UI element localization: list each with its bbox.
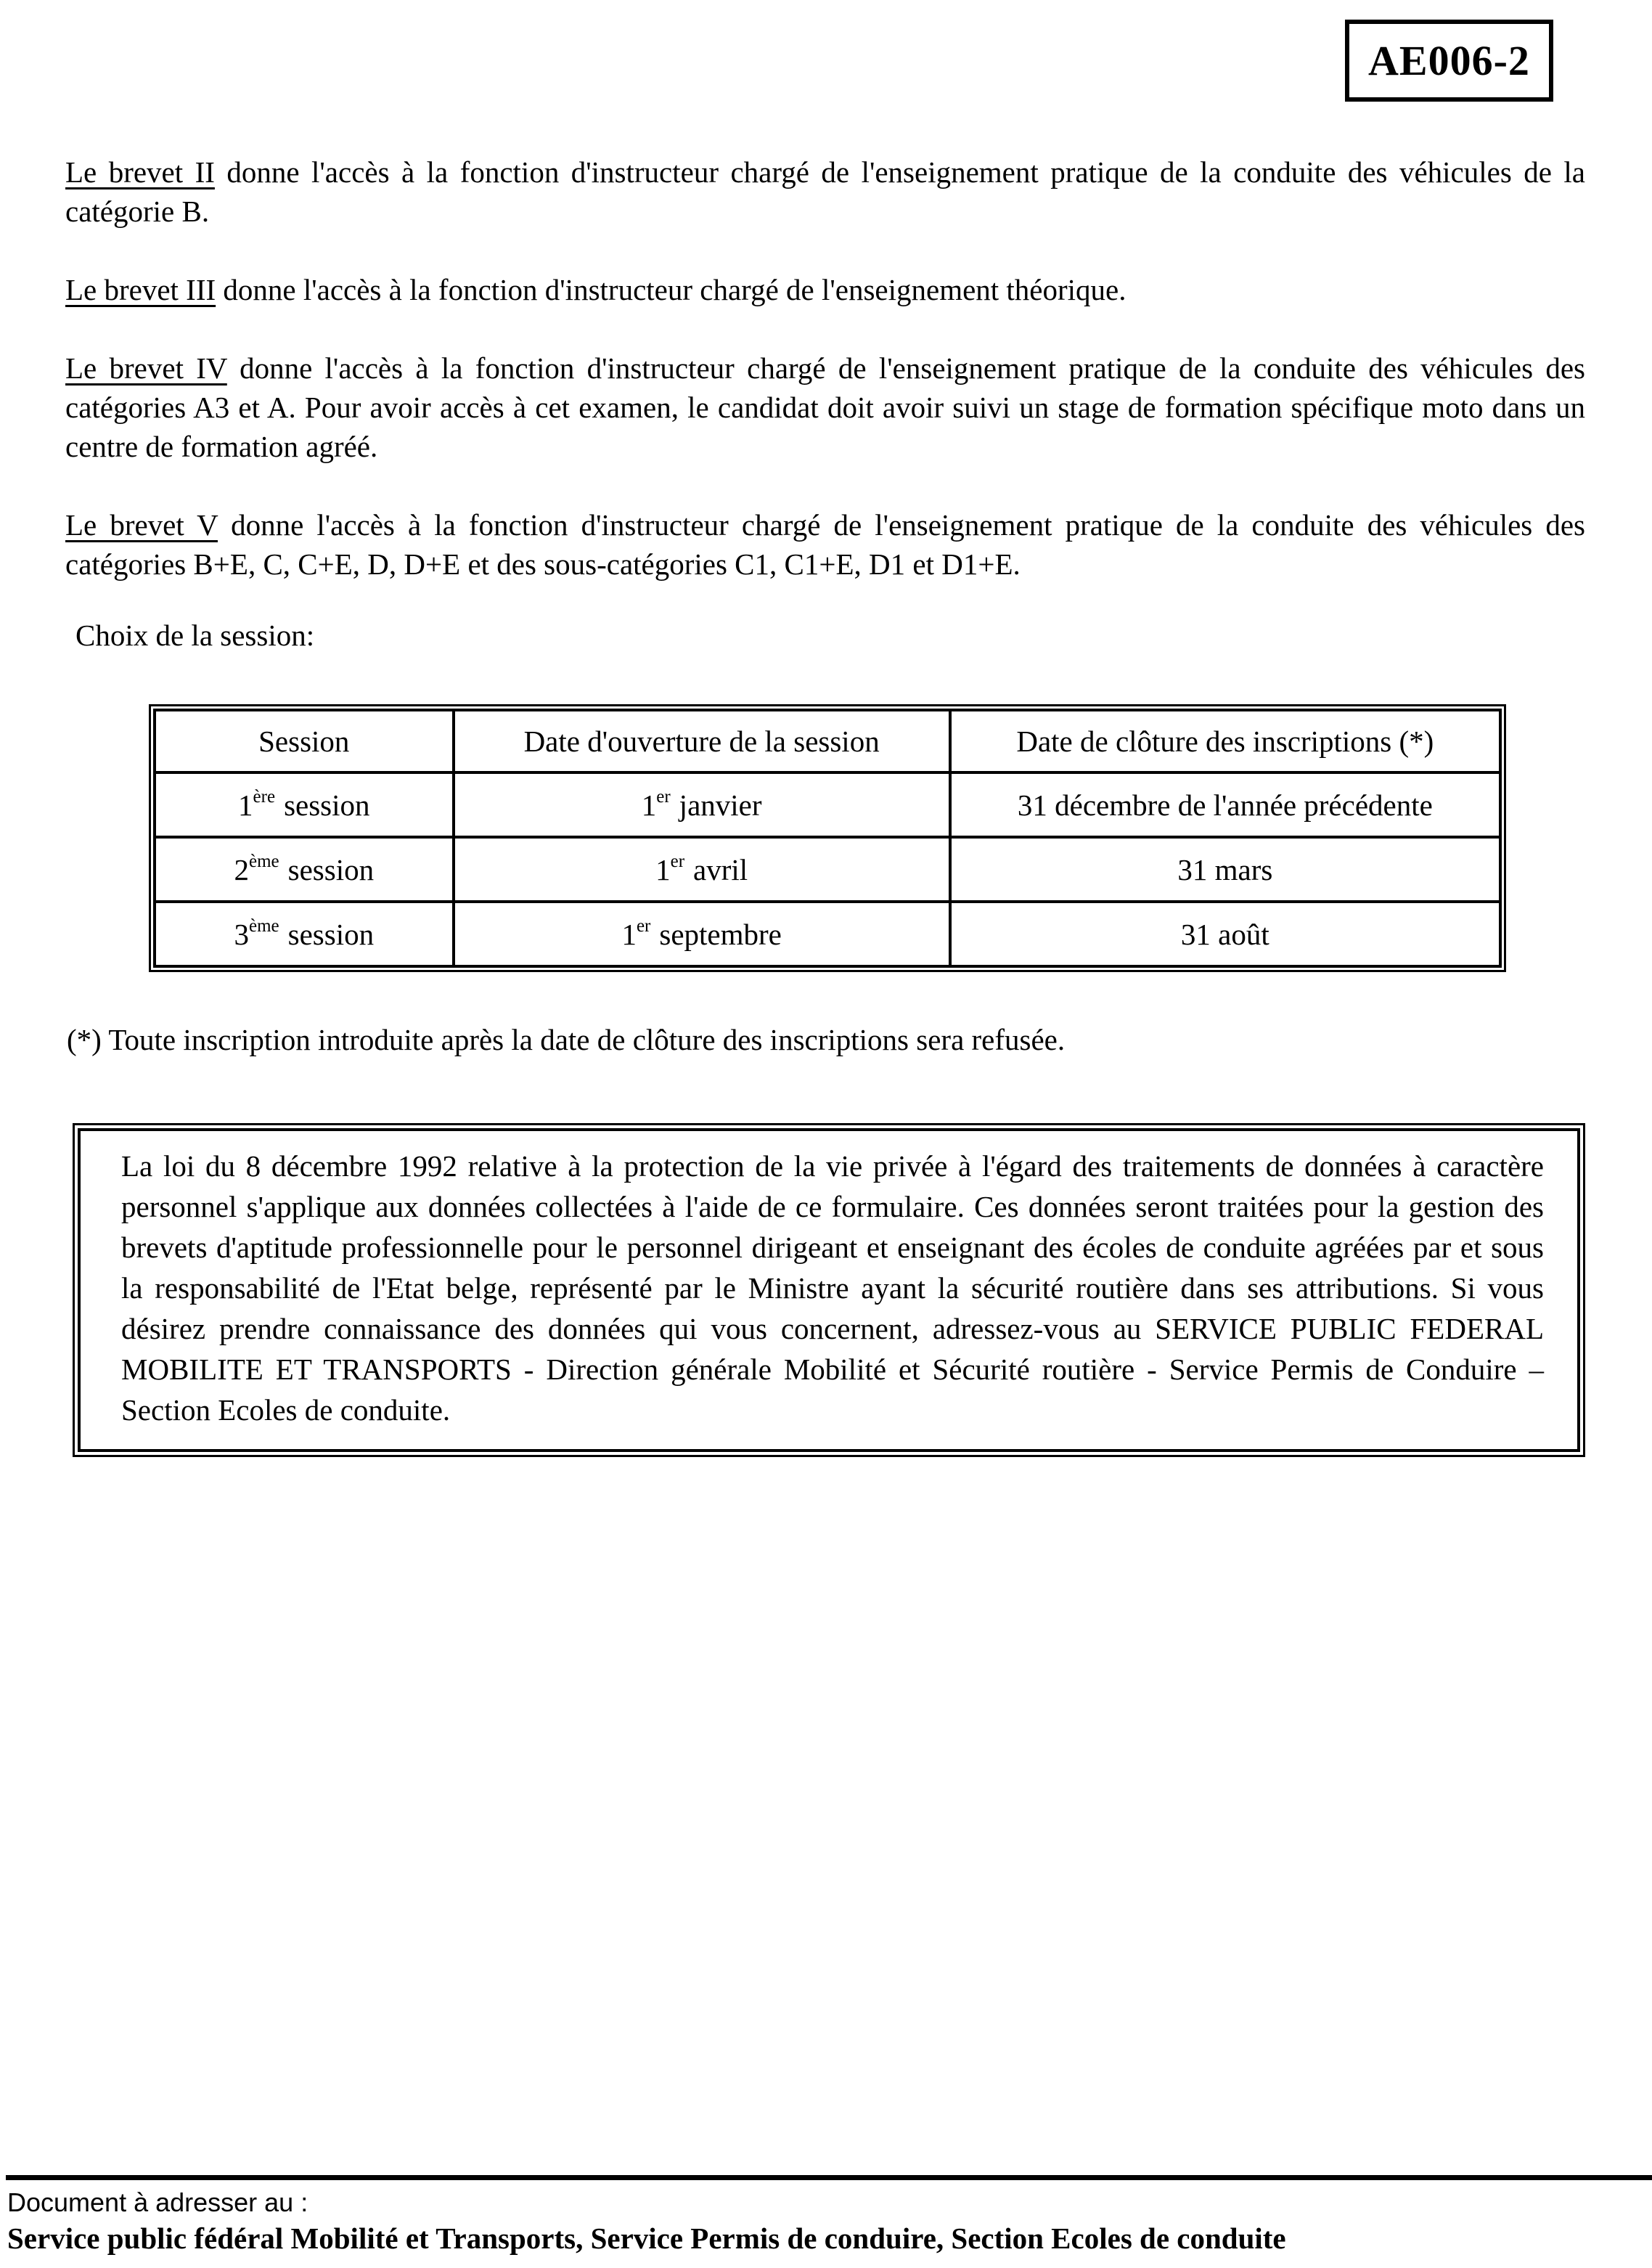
privacy-notice: La loi du 8 décembre 1992 relative à la protection de la vie privée à l'égard des traitements de données à caractère personnel s'applique aux données collectées à l'aide de ce formulaire. Ces données seront traitées pour la gestion des brevets d'aptitude professionnelle pour le personnel dirigeant et enseignant des écoles de conduite agréées par et sous la responsabilité de l'Etat belge, représenté par le Ministre ayant la sécurité routière dans ses attributions. Si vous désirez prendre connaissance des données qui vous concernent, adressez-vous au SERVICE PUBLIC FEDERAL MOBILITE ET TRANSPORTS - Direction générale Mobilité et Sécurité routière - Service Permis de Conduire – Section Ecoles de conduite. [78,1128,1580,1452]
paragraph-brevet-2 [65,152,1585,231]
table-row [155,902,1500,966]
opening-1-number: 1 [641,788,657,822]
cell-opening-1 [454,772,950,837]
brevet-4-text: donne l'accès à la fonction d'instructeur chargé de l'enseignement pratique de la conduite des véhicules des catégories A3 et A. Pour avoir accès à cet examen, le candidat doit avoir suivi un stage de formation spécifique moto dans un centre de formation agréé. [65,351,1585,463]
brevet-3-text: donne l'accès à la fonction d'instructeur chargé de l'enseignement théorique. [216,273,1126,306]
form-code: AE006-2 [1368,37,1530,84]
cell-opening-3 [454,902,950,966]
sessions-table [153,709,1502,968]
session-3-ordinal: ème [248,916,279,936]
cell-opening-2 [454,837,950,902]
cell-closing-1: 31 décembre de l'année précédente [950,772,1500,837]
brevet-4-lead: Le brevet IV [65,351,227,385]
session-1-number: 1 [238,788,253,822]
session-3-number: 3 [234,918,249,951]
brevet-5-text: donne l'accès à la fonction d'instructeur chargé de l'enseignement pratique de la conduite des véhicules des catégories B+E, C, C+E, D, D+E et des sous-catégories C1, C1+E, D1 et D1+E. [65,508,1585,581]
opening-2-number: 1 [655,853,671,886]
header-opening-date: Date d'ouverture de la session [454,710,950,772]
table-header-row [155,710,1500,772]
cell-closing-3: 31 août [950,902,1500,966]
header-session: Session [155,710,454,772]
header-closing-date: Date de clôture des inscriptions (*) [950,710,1500,772]
brevet-2-lead: Le brevet II [65,155,215,189]
session-1-ordinal: ère [253,787,276,807]
cell-session-2 [155,837,454,902]
privacy-notice-border [73,1123,1585,1457]
paragraph-brevet-3 [65,270,1585,309]
sessions-table-border [149,704,1506,972]
opening-1-month: janvier [679,788,762,822]
paragraph-brevet-4 [65,348,1585,466]
table-row [155,772,1500,837]
session-2-word: session [287,853,375,886]
opening-2-month: avril [693,853,748,886]
session-choice-heading: Choix de la session: [75,619,315,652]
footer-address-label: Document à adresser au : [7,2187,308,2217]
brevet-5-lead: Le brevet V [65,508,218,542]
session-3-word: session [287,918,375,951]
document-body [65,0,1585,1457]
registration-footnote: (*) Toute inscription introduite après la date de clôture des inscriptions sera refusée. [67,1023,1066,1056]
opening-3-month: septembre [659,918,782,951]
paragraph-brevet-5 [65,505,1585,584]
cell-session-3 [155,902,454,966]
opening-2-ordinal: er [670,852,685,871]
session-2-ordinal: ème [248,852,279,871]
opening-3-number: 1 [621,918,637,951]
session-2-number: 2 [234,853,249,886]
cell-session-1 [155,772,454,837]
brevet-2-text: donne l'accès à la fonction d'instructeur chargé de l'enseignement pratique de la conduite des véhicules de la catégorie B. [65,155,1585,228]
brevet-3-lead: Le brevet III [65,273,216,306]
footer-divider [6,2175,1652,2180]
opening-3-ordinal: er [636,916,651,936]
table-row [155,837,1500,902]
session-1-word: session [284,788,370,822]
cell-closing-2: 31 mars [950,837,1500,902]
footer-address-value: Service public fédéral Mobilité et Transports, Service Permis de conduire, Section Ecoles de conduite [7,2222,1286,2255]
opening-1-ordinal: er [656,787,671,807]
